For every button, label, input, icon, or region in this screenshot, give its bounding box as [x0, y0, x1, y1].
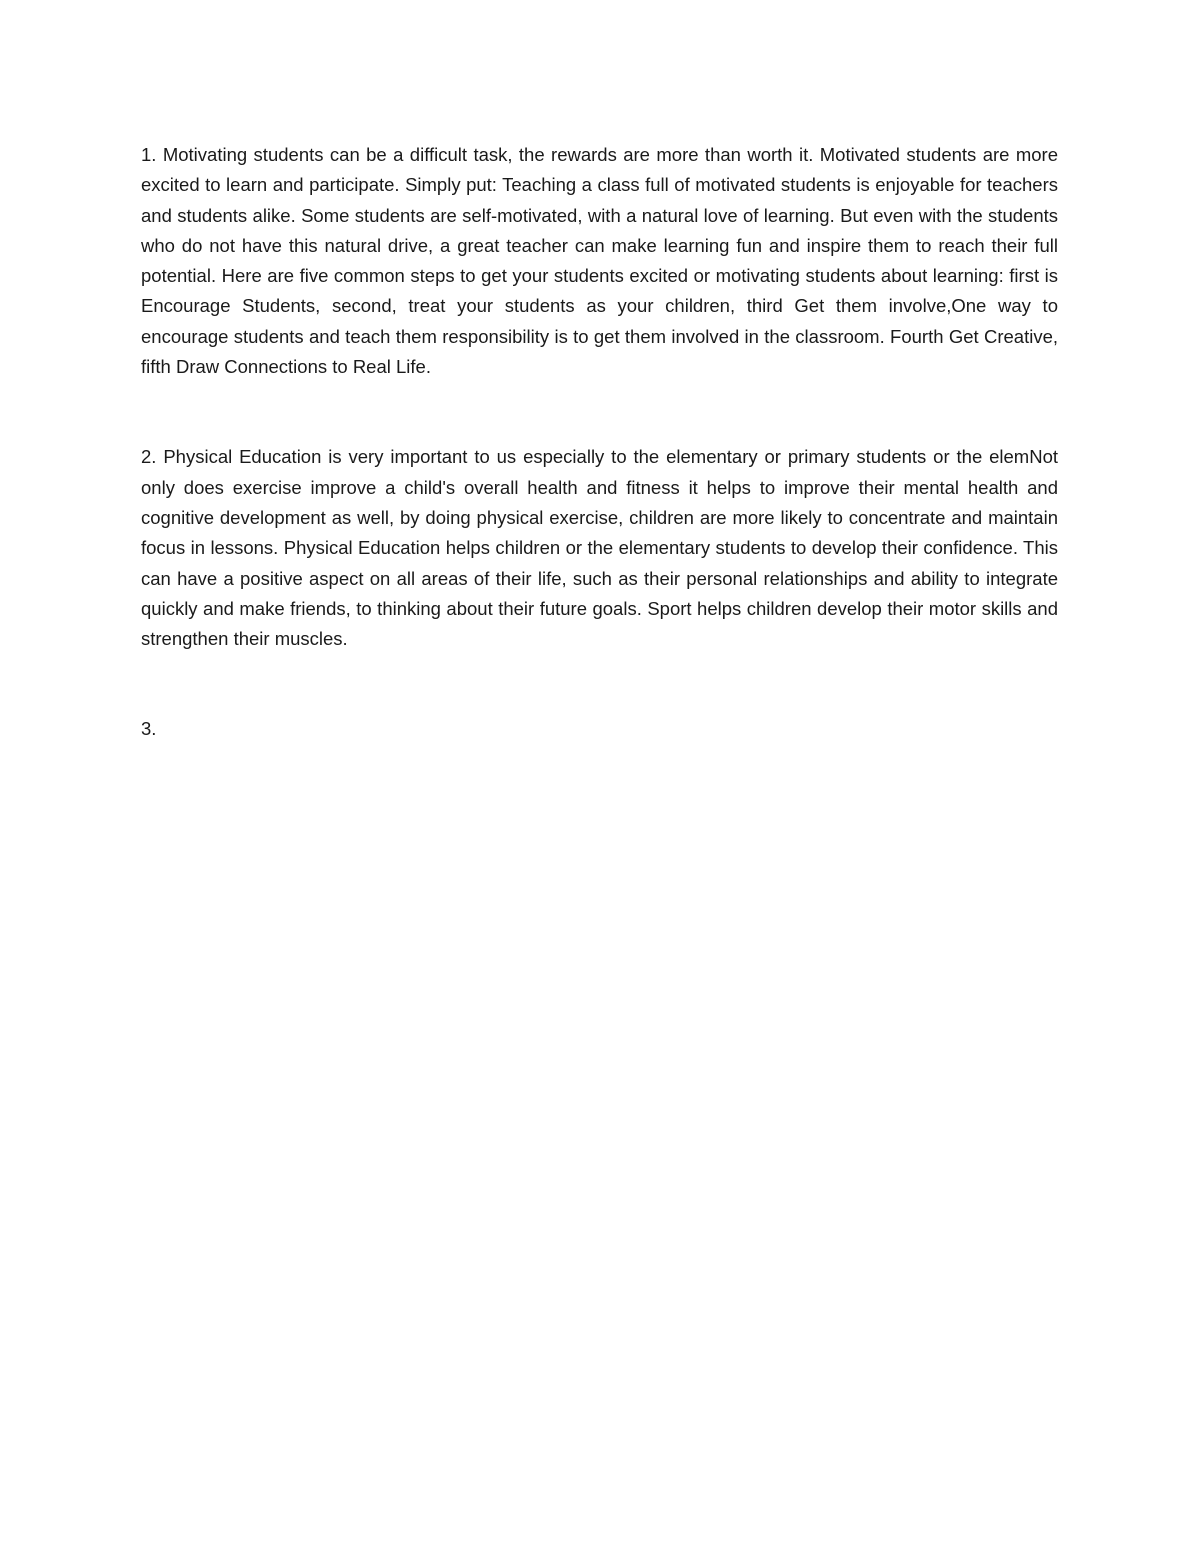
paragraph-1 — [141, 140, 1058, 382]
paragraph-2-number: 2. — [141, 446, 157, 468]
paragraph-1-text: Motivating students can be a difficult task, the rewards are more than worth it. Motivated students are more excited to learn and participate. Simply put: Teaching a class full of motivated students is enjoyable for teachers and students alike. Some students are self-motivated, with a natural love of learning. But even with the students who do not have this natural drive, a great teacher can make learning fun and inspire them to reach their full potential. Here are five common steps to get your students excited or motivating students about learning: first is Encourage Students, second, treat your students as your children, third Get them involve,One way to encourage students and teach them responsibility is to get them involved in the classroom. Fourth Get Creative, fifth Draw Connections to Real Life. — [141, 144, 1059, 378]
paragraph-1-number: 1. — [141, 144, 157, 165]
paragraph-3 — [141, 714, 1058, 744]
paragraph-2 — [141, 442, 1058, 654]
paragraph-2-text: Physical Education is very important to us especially to the elementary or primary students or the elemNot only does exercise improve a child's overall health and fitness it helps to improve their mental health and cognitive development as well, by doing physical exercise, children are more likely to concentrate and maintain focus in lessons. Physical Education helps children or the elementary students to develop their confidence. This can have a positive aspect on all areas of their life, such as their personal relationships and ability to integrate quickly and make friends, to thinking about their future goals. Sport helps children develop their motor skills and strengthen their muscles. — [141, 446, 1059, 650]
paragraph-3-number: 3. — [141, 718, 157, 740]
document-body — [141, 140, 1058, 745]
